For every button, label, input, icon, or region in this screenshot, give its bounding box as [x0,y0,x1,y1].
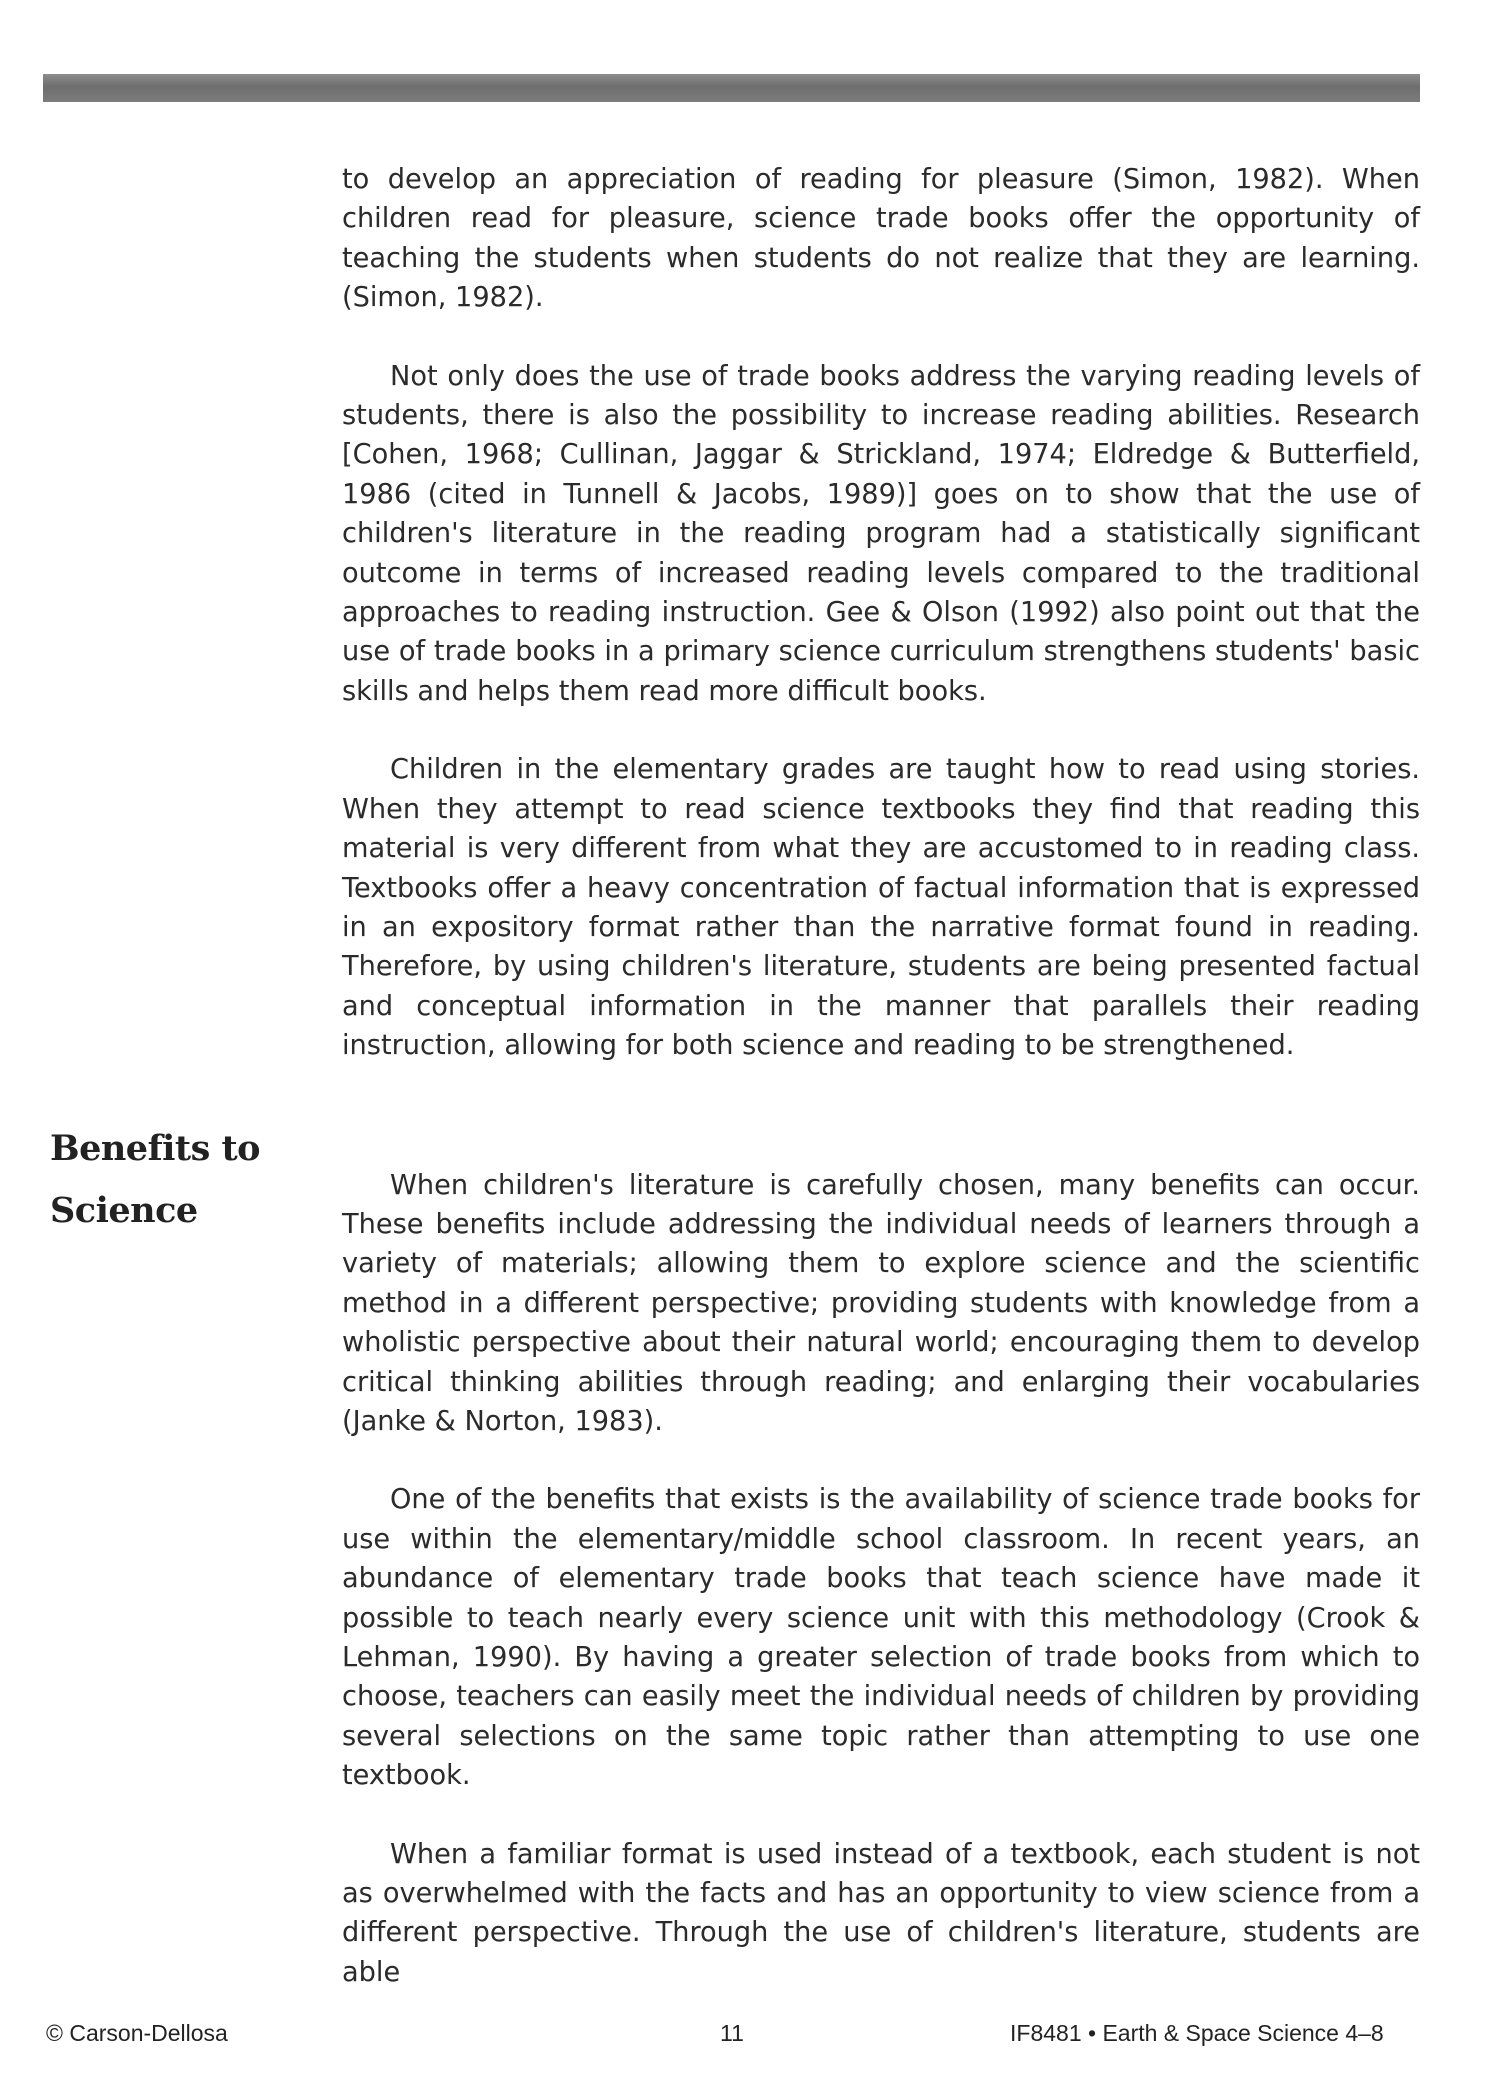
paragraph-3: Children in the elementary grades are taught how to read using stories. When they attempt to read science textbooks they find that reading this material is very different from what they are accustomed to in reading class. Textbooks offer a heavy concentration of factual information that is expressed in an expository format rather than the narrative format found in reading. Therefore, by using children's literature, students are being presented factual and conceptual information in the manner that parallels their reading instruction, allowing for both science and reading to be strengthened. [342,754,1420,1062]
section-heading [50,1118,280,1242]
footer-book-info: IF8481 • Earth & Space Science 4–8 [1010,2020,1384,2046]
paragraph-6: When a familiar format is used instead of a textbook, each student is not as overwhelmed with the facts and has an opportunity to view science from a different perspective. Through the use of children's literature, students are able [342,1838,1420,1988]
paragraph-2: Not only does the use of trade books address the varying reading levels of students, there is also the possibility to increase reading abilities. Research [Cohen, 1968; Cullinan, Jaggar & Strickland, 1974; Eldredge & Butterfield, 1986 (cited in Tunnell & Jacobs, 1989)] goes on to show that the use of children's literature in the reading program had a statistically significant outcome in terms of increased reading levels compared to the traditional approaches to reading instruction. Gee & Olson (1992) also point out that the use of trade books in a primary science curriculum strengthens students' basic skills and helps them read more difficult books. [342,360,1420,707]
body-text [342,160,1420,1992]
paragraph-4: When children's literature is carefully chosen, many benefits can occur. These benefits include addressing the individual needs of learners through a variety of materials; allowing them to explore science and the scientific method in a different perspective; providing students with knowledge from a wholistic perspective about their natural world; encouraging them to develop critical thinking abilities through reading; and enlarging their vocabularies (Janke & Norton, 1983). [342,1169,1420,1437]
section-heading-line-1: Benefits to [50,1128,260,1169]
footer-page-number: 11 [720,2020,744,2046]
footer-copyright: © Carson-Dellosa [46,2020,228,2046]
paragraph-5: One of the benefits that exists is the availability of science trade books for use within the elementary/middle school classroom. In recent years, an abundance of elementary trade books that teach science have made it possible to teach nearly every science unit with this methodology (Crook & Lehman, 1990). By having a greater selection of trade books from which to choose, teachers can easily meet the individual needs of children by providing several selections on the same topic rather than attempting to use one textbook. [342,1484,1420,1792]
section-heading-line-2: Science [50,1190,198,1231]
header-bar [43,74,1420,102]
paragraph-1: to develop an appreciation of reading for pleasure (Simon, 1982). When children read for pleasure, science trade books offer the opportunity of teaching the students when students do not realize that they are learning. (Simon, 1982). [342,164,1420,314]
